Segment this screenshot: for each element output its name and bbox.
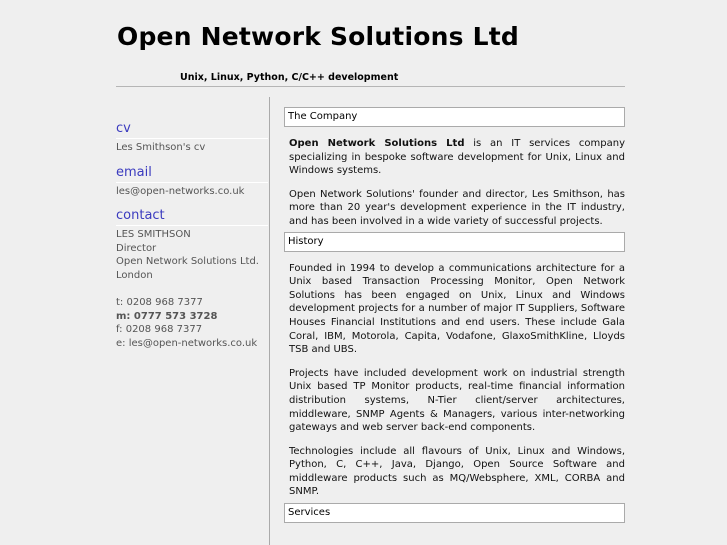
history-paragraph-2: Projects have included development work on industrial strength Unix based TP Monitor products, real-time financial information distribution systems, N-Tier client/server architectures, middleware, SNMP Agents & Managers, various inter-networking gateways and web server back-end components. [289,367,625,434]
cv-text: Les Smithson's cv [116,142,206,153]
company-paragraph-1-text: is an IT services company specializing in bespoke software development for Unix, Linux and Windows systems. [289,138,625,177]
contact-company: Open Network Solutions Ltd. [116,256,259,268]
contact-section [116,207,268,350]
contact-fax: f: 0208 968 7377 [116,324,203,336]
history-paragraph-3: Technologies include all flavours of Unix, Linux and Windows, Python, C, C++, Java, Django, Open Source Software and middleware products such as MQ/Websphere, XML, CORBA and SNMP. [289,445,625,498]
company-paragraph-2: Open Network Solutions' founder and director, Les Smithson, has more than 20 year's development experience in the IT industry, and has been involved in a wide variety of successful projects. [289,188,625,227]
contact-city: London [116,269,153,281]
main-content [284,107,626,523]
sidebar-divider [116,182,268,183]
header-divider [116,86,625,87]
history-heading: History [284,232,625,252]
contact-mobile: m: 0777 573 3728 [116,310,218,322]
services-heading: Services [284,503,625,523]
history-paragraph-1: Founded in 1994 to develop a communications architecture for a Unix based Transaction Processing Monitor, Open Network Solutions has been engaged on Unix, Linux and Windows development projects for a number of major IT Suppliers, Software Houses Financial Institutions and end users. These include Gala Coral, IBM, Motorola, Capita, Vodafone, GlaxoSmithKline, Lloyds TSB and UBS. [289,262,625,356]
email-section [116,164,268,199]
tagline: Unix, Linux, Python, C/C++ development [180,72,399,83]
contact-link[interactable]: contact [116,208,165,224]
company-name-bold: Open Network Solutions Ltd [289,138,465,149]
sidebar [116,120,268,351]
company-heading: The Company [284,107,625,127]
vertical-divider [269,97,270,545]
contact-email: e: les@open-networks.co.uk [116,337,258,349]
site-title: Open Network Solutions Ltd [117,22,519,51]
company-paragraph-1 [284,137,625,178]
contact-telephone: t: 0208 968 7377 [116,297,203,309]
cv-section [116,120,268,155]
contact-name: LES SMITHSON [116,229,191,241]
sidebar-divider [116,138,268,139]
cv-link[interactable]: cv [116,121,131,136]
contact-role: Director [116,242,157,254]
email-link[interactable]: email [116,164,152,180]
sidebar-divider [116,225,268,226]
email-text: les@open-networks.co.uk [116,185,245,197]
